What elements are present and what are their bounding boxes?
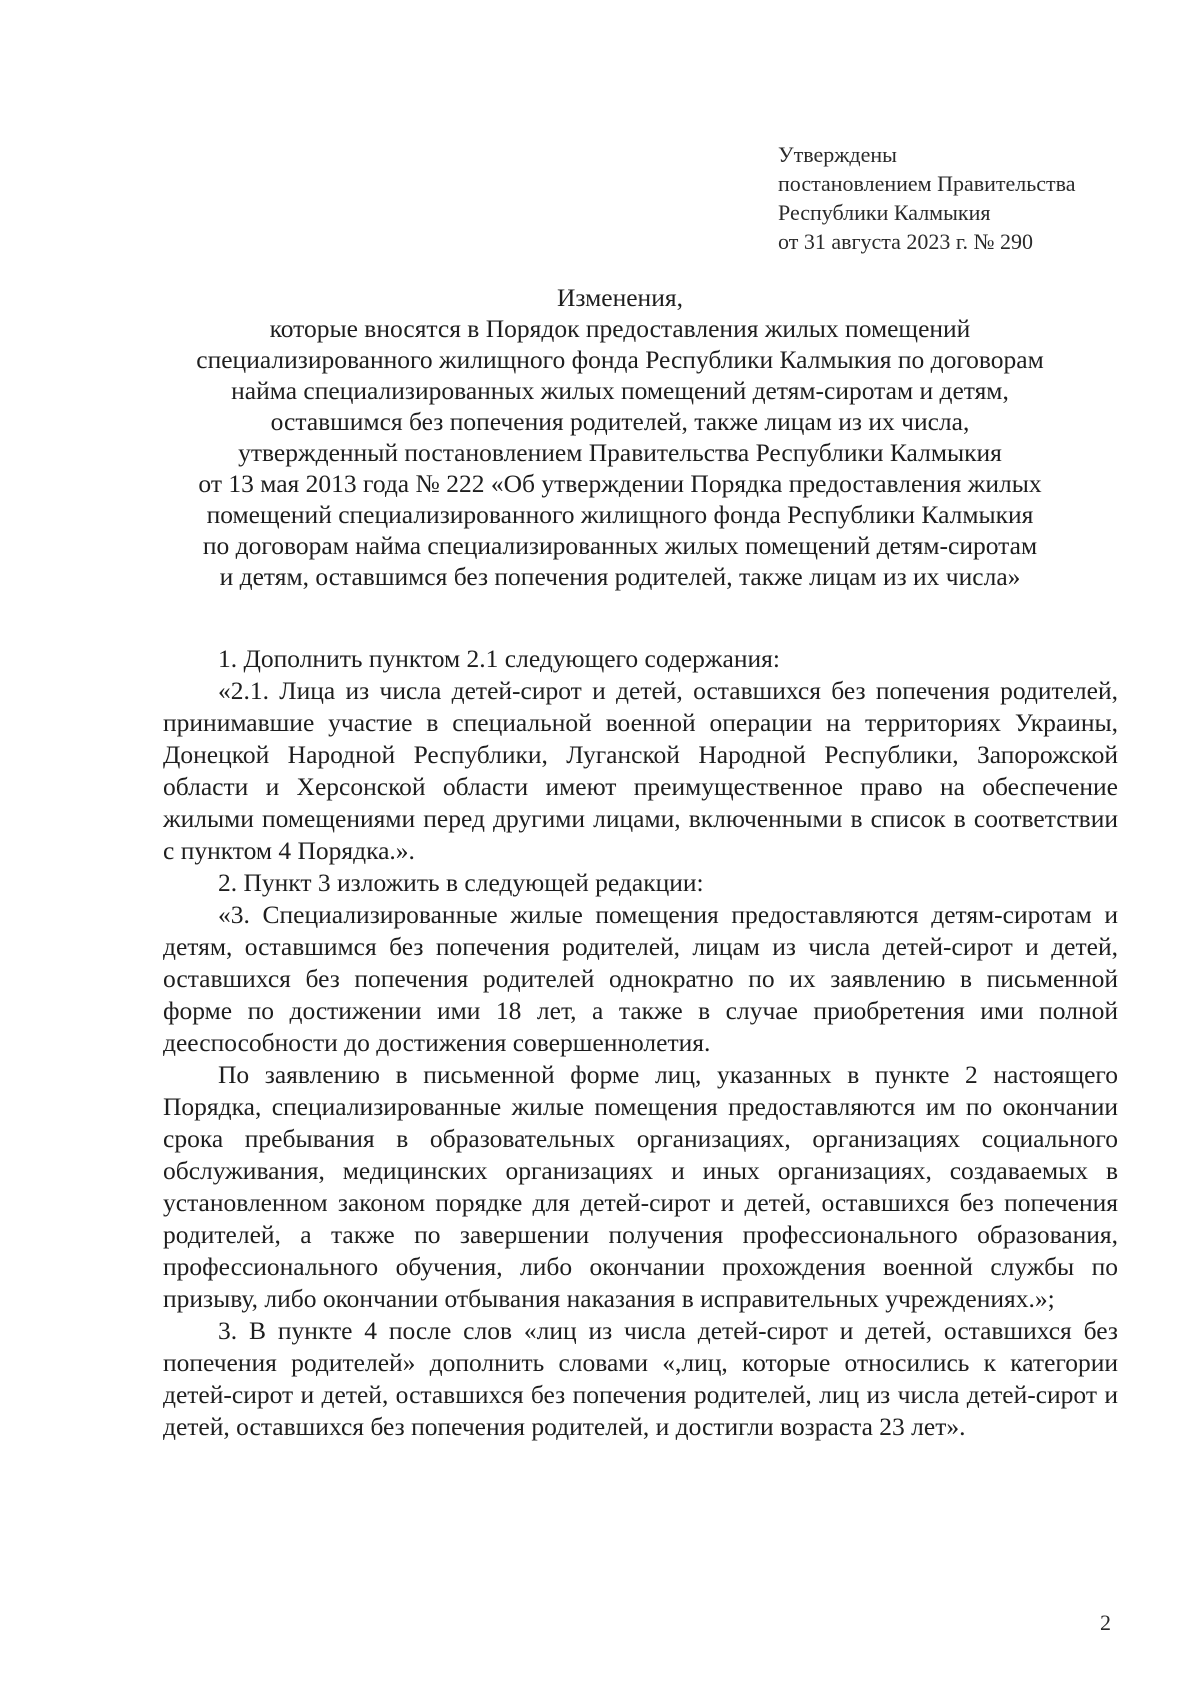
title-line: по договорам найма специализированных жилых помещений детям-сиротам xyxy=(202,531,1038,560)
title-line: найма специализированных жилых помещений детям-сиротам и детям, xyxy=(231,376,1009,405)
approval-line: постановлением Правительства xyxy=(778,171,1076,196)
title-line: помещений специализированного жилищного фонда Республики Калмыкия xyxy=(206,500,1034,529)
approval-line: Республики Калмыкия xyxy=(778,200,991,225)
body-paragraph: «3. Специализированные жилые помещения предоставляются детям-сиротам и детям, оставшимся без попечения родителей, лицам из числа детей-сирот и детей, оставшихся без попечения родителей однократно по их заявлению в письменной форме по достижении ими 18 лет, а также в случае приобретения ими полной дееспособности до достижения совершеннолетия. xyxy=(163,900,1118,1057)
page-number: 2 xyxy=(1100,1610,1111,1635)
body-paragraph: 2. Пункт 3 изложить в следующей редакции: xyxy=(218,868,704,897)
title-line: утвержденный постановлением Правительства Республики Калмыкия xyxy=(238,438,1002,467)
body-paragraph: «2.1. Лица из числа детей-сирот и детей, оставшихся без попечения родителей, принимавшие участие в специальной военной операции на территориях Украины, Донецкой Народной Республики, Луганской Народной Республики, Запорожской области и Херсонской области имеют преимущественное право на обеспечение жилыми помещениями перед другими лицами, включенными в список в соответствии с пунктом 4 Порядка.». xyxy=(163,676,1118,865)
approval-line: от 31 августа 2023 г. № 290 xyxy=(778,229,1033,254)
body-paragraph: 3. В пункте 4 после слов «лиц из числа детей-сирот и детей, оставшихся без попечения родителей» дополнить словами «,лиц, которые относились к категории детей-сирот и детей, оставшихся без попечения родителей, лиц из числа детей-сирот и детей, оставшихся без попечения родителей, и достигли возраста 23 лет». xyxy=(163,1316,1118,1441)
document-title xyxy=(140,282,1100,592)
body-paragraph: 1. Дополнить пунктом 2.1 следующего содержания: xyxy=(218,644,780,673)
body-paragraph: По заявлению в письменной форме лиц, указанных в пункте 2 настоящего Порядка, специализированные жилые помещения предоставляются им по окончании срока пребывания в образовательных организациях, организациях социального обслуживания, медицинских организациях и иных организациях, создаваемых в установленном законом порядке для детей-сирот и детей, оставшихся без попечения родителей, а также по завершении получения профессионального образования, профессионального обучения, либо окончании прохождения военной службы по призыву, либо окончании отбывания наказания в исправительных учреждениях.»; xyxy=(163,1060,1118,1313)
approval-stamp-block xyxy=(778,140,1076,256)
title-line: специализированного жилищного фонда Республики Калмыкия по договорам xyxy=(196,345,1044,374)
title-line: от 13 мая 2013 года № 222 «Об утверждении Порядка предоставления жилых xyxy=(198,469,1042,498)
title-line: Изменения, xyxy=(557,283,683,312)
title-line: которые вносятся в Порядок предоставления жилых помещений xyxy=(269,314,971,343)
document-body xyxy=(163,643,1118,1443)
approval-line: Утверждены xyxy=(778,142,897,167)
title-line: оставшимся без попечения родителей, также лицам из их числа, xyxy=(270,407,970,436)
title-line: и детям, оставшимся без попечения родителей, также лицам из их числа» xyxy=(219,562,1021,591)
